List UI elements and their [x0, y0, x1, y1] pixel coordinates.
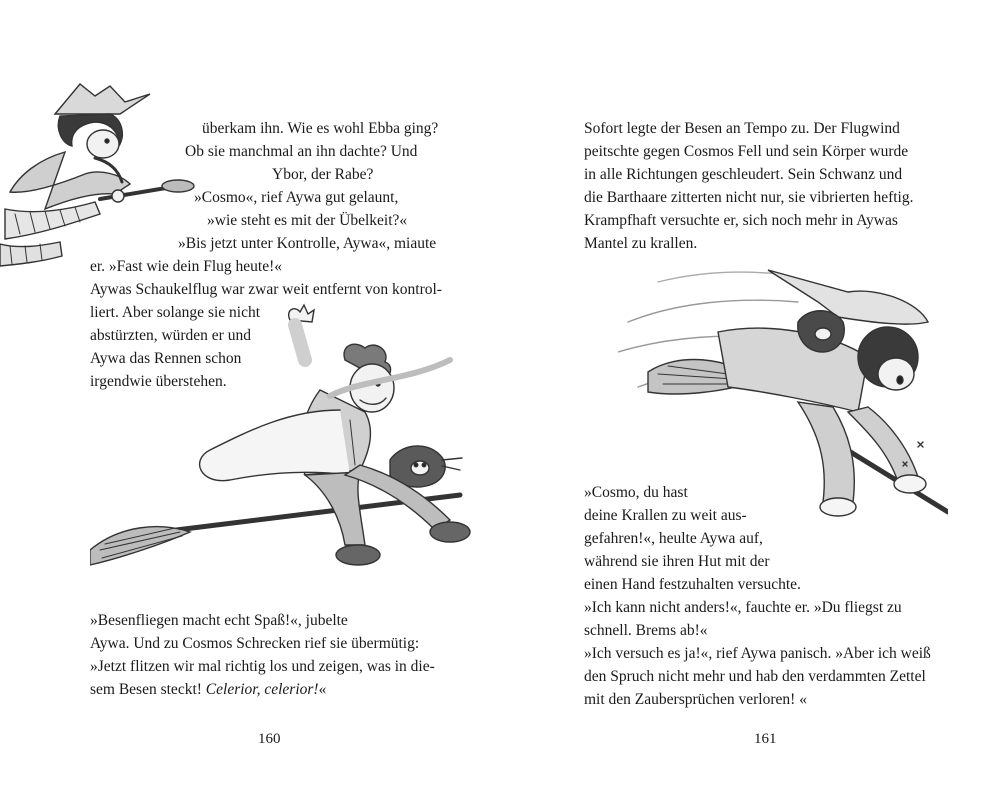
text-line: Ob sie manchmal an ihn dachte? Und: [185, 143, 418, 160]
text-line: »Ich kann nicht anders!«, fauchte er. »Du fliegst zu: [584, 599, 902, 616]
text-line: »Bis jetzt unter Kontrolle, Aywa«, miaute: [178, 235, 437, 252]
text-line-italic: [90, 679, 326, 701]
text-line: Mantel zu krallen.: [584, 235, 698, 252]
text-line: den Spruch nicht mehr und hab den verdammten Zettel: [584, 668, 926, 685]
right-page: [500, 0, 1000, 800]
text-line: Aywas Schaukelflug war zwar weit entfernt von kontrol-: [90, 281, 442, 298]
flying-witch-icon: [0, 74, 205, 284]
text-line: »Ich versuch es ja!«, rief Aywa panisch. »Aber ich weiß: [584, 645, 931, 662]
text-line: deine Krallen zu weit aus-: [584, 507, 747, 524]
boy-and-cat-on-broom-illustration: [90, 300, 490, 600]
text-line: »wie steht es mit der Übelkeit?«: [207, 212, 408, 229]
text-line: irgendwie überstehen.: [90, 373, 227, 390]
text-line: schnell. Brems ab!«: [584, 622, 708, 639]
page-number-left: 160: [258, 731, 281, 747]
text-line: liert. Aber solange sie nicht: [90, 304, 261, 321]
text-line: Sofort legte der Besen an Tempo zu. Der Flugwind: [584, 120, 900, 137]
text-line: peitschte gegen Cosmos Fell und sein Körper wurde: [584, 143, 909, 160]
text-line: »Cosmo«, rief Aywa gut gelaunt,: [194, 189, 399, 206]
text-line: Ybor, der Rabe?: [272, 166, 374, 183]
witch-on-broom-illustration: [0, 74, 205, 284]
text-line: »Cosmo, du hast: [584, 484, 688, 501]
text-line: »Besenfliegen macht echt Spaß!«, jubelte: [90, 612, 348, 629]
text-line: gefahren!«, heulte Aywa auf,: [584, 530, 763, 547]
text-line: mit den Zaubersprüchen verloren! «: [584, 691, 807, 708]
text-line: einen Hand festzuhalten versuchte.: [584, 576, 801, 593]
text-line: »Jetzt flitzen wir mal richtig los und zeigen, was in die-: [90, 658, 435, 675]
page-number-right: 161: [754, 731, 777, 747]
text-line: abstürzten, würden er und: [90, 327, 251, 344]
text-segment: sem Besen steckt!: [90, 681, 206, 698]
text-line: er. »Fast wie dein Flug heute!«: [90, 258, 282, 275]
text-line: in alle Richtungen geschleudert. Sein Schwanz und: [584, 166, 903, 183]
text-line: während sie ihren Hut mit der: [584, 553, 770, 570]
text-line: Krampfhaft versuchte er, sich noch mehr in Aywas: [584, 212, 898, 229]
spell-italic: Celerior, celerior!: [205, 681, 319, 698]
text-line: Aywa. Und zu Cosmos Schrecken rief sie übermütig:: [90, 635, 420, 652]
text-line: die Barthaare zitterten nicht nur, sie vibrierten heftig.: [584, 189, 914, 206]
text-line: Aywa das Rennen schon: [90, 350, 242, 367]
text-segment: «: [318, 681, 327, 698]
text-line: überkam ihn. Wie es wohl Ebba ging?: [202, 120, 439, 137]
broom-rider-icon: [90, 300, 490, 600]
